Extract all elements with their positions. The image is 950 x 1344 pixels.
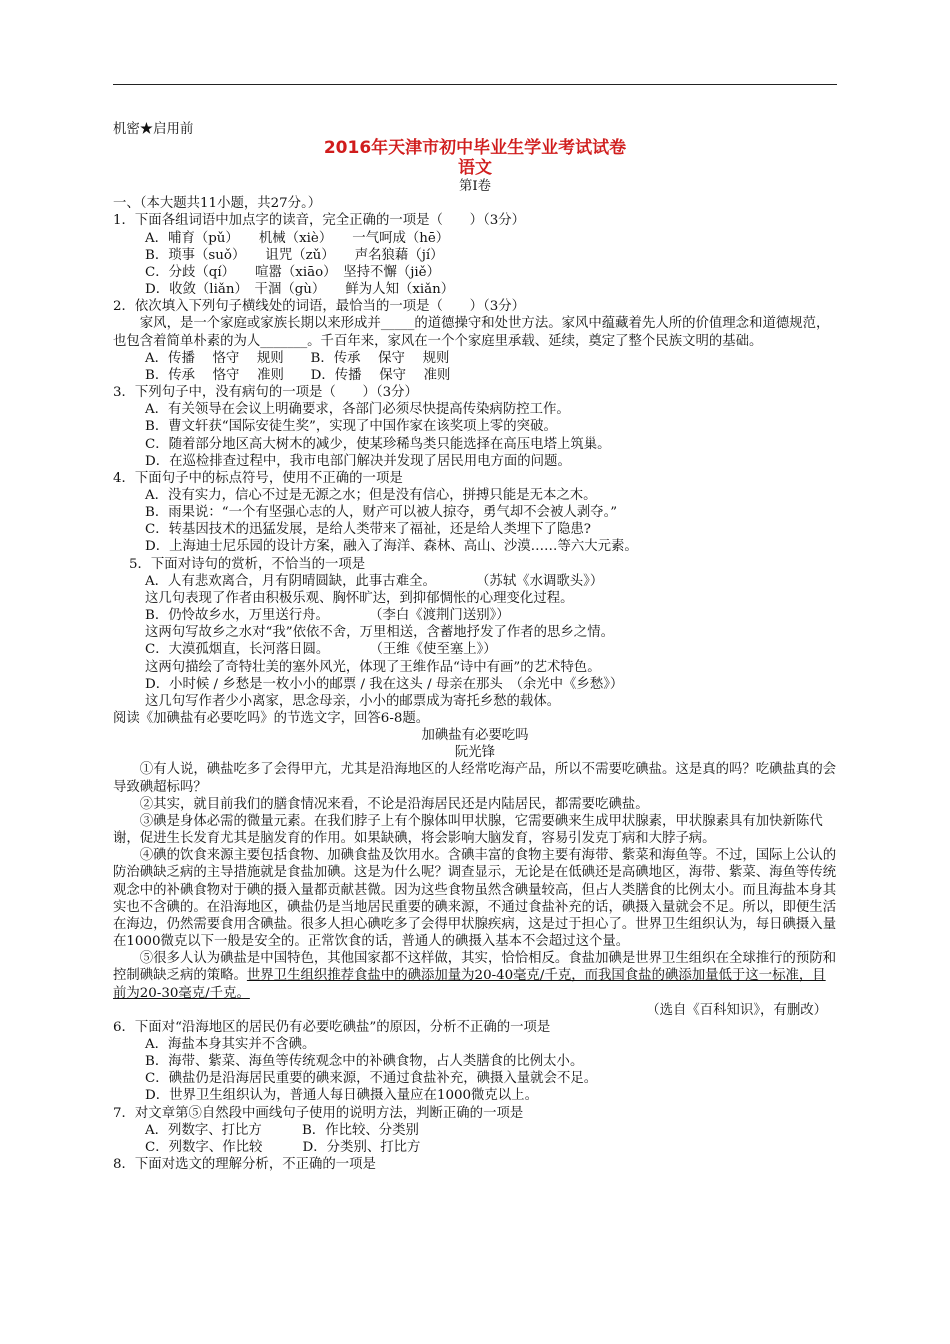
q3-option-c: C．随着部分地区高大树木的减少，使某珍稀鸟类只能选择在高压电塔上筑巢。 xyxy=(145,436,611,452)
q6-option-c: C．碘盐仍是沿海居民重要的碘来源，不通过食盐补充，碘摄入量就会不足。 xyxy=(145,1071,598,1087)
subject-title: 语文 xyxy=(458,158,492,179)
q4-option-a: A．没有实力，信心不过是无源之水；但是没有信心，拼搏只能是无本之木。 xyxy=(145,487,597,503)
volume-label: 第Ⅰ卷 xyxy=(458,179,492,195)
q5-option-a: A．人有悲欢离合，月有阴晴圆缺，此事古难全。 （苏轼《水调歌头》） xyxy=(145,573,604,589)
q7-options-row-1: A．列数字、打比方 B．作比较、分类别 xyxy=(145,1122,419,1138)
question-2-stem: 2．依次填入下列句子横线处的词语，最恰当的一项是（ ）（3分） xyxy=(113,299,526,315)
q2-options-row-1: A．传播 恪守 规则 B．传承 保守 规则 xyxy=(145,350,450,366)
question-3-stem: 3．下列句子中，没有病句的一项是（ ）（3分） xyxy=(113,385,418,401)
question-8-stem: 8．下面对选文的理解分析，不正确的一项是 xyxy=(113,1157,376,1173)
q2-passage: 家风，是一个家庭或家族长期以来形成并_____的道德操守和处世方法。家风中蕴藏着先人所的价值理念和道德规范，也包含着简单朴素的为人_______。千百年来，家风在一个个家庭里承载、延续，奠定了整个民族文明的基础。 xyxy=(113,316,830,349)
q1-option-c: C．分歧（qí） 喧嚣（xiāo） 坚持不懈（jiě） xyxy=(145,264,440,280)
q5-option-c: C．大漠孤烟直，长河落日圆。 （王维《使至塞上》） xyxy=(145,642,497,658)
reading-source: （选自《百科知识》，有删改） xyxy=(646,1002,827,1018)
q4-option-d: D．上海迪士尼乐园的设计方案，融入了海洋、森林、高山、沙漠……等六大元素。 xyxy=(145,539,638,555)
header-rule xyxy=(113,84,837,85)
q3-option-a: A．有关领导在会议上明确要求，各部门必须尽快提高传染病防控工作。 xyxy=(145,402,570,418)
q4-option-b: B．雨果说：“一个有坚强心志的人，财产可以被人掠夺，勇气却不会被人剥夺。” xyxy=(145,505,618,521)
q5-option-b: B．仍怜故乡水，万里送行舟。 （李白《渡荆门送别》） xyxy=(145,608,510,624)
reading-paragraph-4: ④碘的饮食来源主要包括食物、加碘食盐及饮用水。含碘丰富的食物主要有海带、紫菜和海鱼等。不过，国际上公认的防治碘缺乏病的主导措施就是食盐加碘。这是为什么呢？调查显示，无论是在低碘还是高碘地区，海带、紫菜、海鱼等传统观念中的补碘食物对于碘的摄入量都贡献甚微。因为这些食物虽然含碘量较高，但占人类膳食的比例太小。而且海盐本身其实也不含碘的。在沿海地区，碘盐仍是当地居民重要的碘来源，不通过食盐补充的话，碘摄入量就会不足。所以，即便生活在海边，仍然需要食用含碘盐。很多人担心碘吃多了会得甲状腺疾病，这是过于担心了。世界卫生组织认为，每日碘摄入量在1000微克以下一般是安全的。正常饮食的话，普通人的碘摄入基本不会超过这个量。 xyxy=(113,848,837,950)
reading-paragraph-5: ⑤很多人认为碘盐是中国特色，其他国家都不这样做，其实，恰恰相反。食盐加碘是世界卫生组织在全球推行的预防和控制碘缺乏病的策略。世界卫生组织推荐食盐中的碘添加量为20-40毫克/千克，而我国食盐的碘添加量低于这一标准，目前为20-30毫克/千克。 xyxy=(113,951,837,1001)
q4-option-c: C．转基因技术的迅猛发展，是给人类带来了福祉，还是给人类埋下了隐患? xyxy=(145,522,591,538)
question-4-stem: 4．下面句子中的标点符号，使用不正确的一项是 xyxy=(113,470,403,486)
q2-options-row-2: B．传承 恪守 准则 D．传播 保守 准则 xyxy=(145,367,451,383)
q5-note-b: 这两句写故乡之水对“我”依依不舍，万里相送，含蓄地抒发了作者的思乡之情。 xyxy=(145,625,614,641)
q5-note-a: 这几句表现了作者由积极乐观、胸怀旷达，到抑郁惆怅的心理变化过程。 xyxy=(145,590,574,606)
q6-option-b: B．海带、紫菜、海鱼等传统观念中的补碘食物，占人类膳食的比例太小。 xyxy=(145,1054,584,1070)
q1-option-a: A．哺育（pǔ） 机械（xiè） 一气呵成（hē） xyxy=(145,230,450,246)
q5-option-d: D．小时候 / 乡愁是一枚小小的邮票 / 我在这头 / 母亲在那头 （余光中《乡愁》） xyxy=(145,676,624,692)
document-body xyxy=(113,121,837,1173)
question-6-stem: 6．下面对“沿海地区的居民仍有必要吃碘盐”的原因，分析不正确的一项是 xyxy=(113,1019,551,1035)
q1-option-d: D．收敛（liǎn） 干涸（gù） 鲜为人知（xiǎn） xyxy=(145,282,455,298)
underlined-sentence: 世界卫生组织推荐食盐中的碘添加量为20-40毫克/千克，而我国食盐的碘添加量低于这一标准，目前为20-30毫克/千克。 xyxy=(113,968,826,1001)
question-5-stem: 5．下面对诗句的赏析，不恰当的一项是 xyxy=(129,556,366,572)
confidential-label: 机密★启用前 xyxy=(113,122,194,137)
q7-options-row-2: C．列数字、作比较 D．分类别、打比方 xyxy=(145,1139,421,1155)
exam-title: 2016年天津市初中毕业生学业考试试卷 xyxy=(323,138,627,159)
section-heading: 一、（本大题共11小题，共27分。） xyxy=(113,196,322,212)
q1-option-b: B．琐事（suǒ） 诅咒（zǔ） 声名狼藉（jí） xyxy=(145,247,444,263)
question-1-stem: 1．下面各组词语中加点字的读音，完全正确的一项是（ ）（3分） xyxy=(113,213,526,229)
q6-option-d: D．世界卫生组织认为，普通人每日碘摄入量应在1000微克以上。 xyxy=(145,1088,538,1104)
q2-blank-1: _____ xyxy=(380,316,415,332)
q6-option-a: A．海盐本身其实并不含碘。 xyxy=(145,1036,316,1052)
question-7-stem: 7．对文章第⑤自然段中画线句子使用的说明方法，判断正确的一项是 xyxy=(113,1105,524,1121)
q5-note-c: 这两句描绘了奇特壮美的塞外风光，体现了王维作品“诗中有画”的艺术特色。 xyxy=(145,659,601,675)
reading-author: 阮光锋 xyxy=(454,745,496,761)
reading-paragraph-3: ③碘是身体必需的微量元素。在我们脖子上有个腺体叫甲状腺，它需要碘来生成甲状腺素，甲状腺素具有加快新陈代谢，促进生长发育尤其是脑发育的作用。如果缺碘，将会影响大脑发育，容易引发克丁病和大脖子病。 xyxy=(113,813,823,847)
q5-note-d: 这几句写作者少小离家，思念母亲，小小的邮票成为寄托乡愁的载体。 xyxy=(145,693,561,709)
reading-intro: 阅读《加碘盐有必要吃吗》的节选文字，回答6-8题。 xyxy=(113,711,430,726)
reading-title: 加碘盐有必要吃吗 xyxy=(421,728,529,744)
q2-blank-2: _______ xyxy=(260,333,308,349)
reading-paragraph-1: ①有人说，碘盐吃多了会得甲亢，尤其是沿海地区的人经常吃海产品，所以不需要吃碘盐。这是真的吗？吃碘盐真的会导致碘超标吗？ xyxy=(113,762,837,795)
q3-option-d: D．在巡检排查过程中，我市电部门解决并发现了居民用电方面的问题。 xyxy=(145,453,571,469)
reading-paragraph-2: ②其实，就目前我们的膳食情况来看，不论是沿海居民还是内陆居民，都需要吃碘盐。 xyxy=(139,796,649,812)
q3-option-b: B．曹文轩获“国际安徒生奖”，实现了中国作家在该奖项上零的突破。 xyxy=(145,419,557,435)
